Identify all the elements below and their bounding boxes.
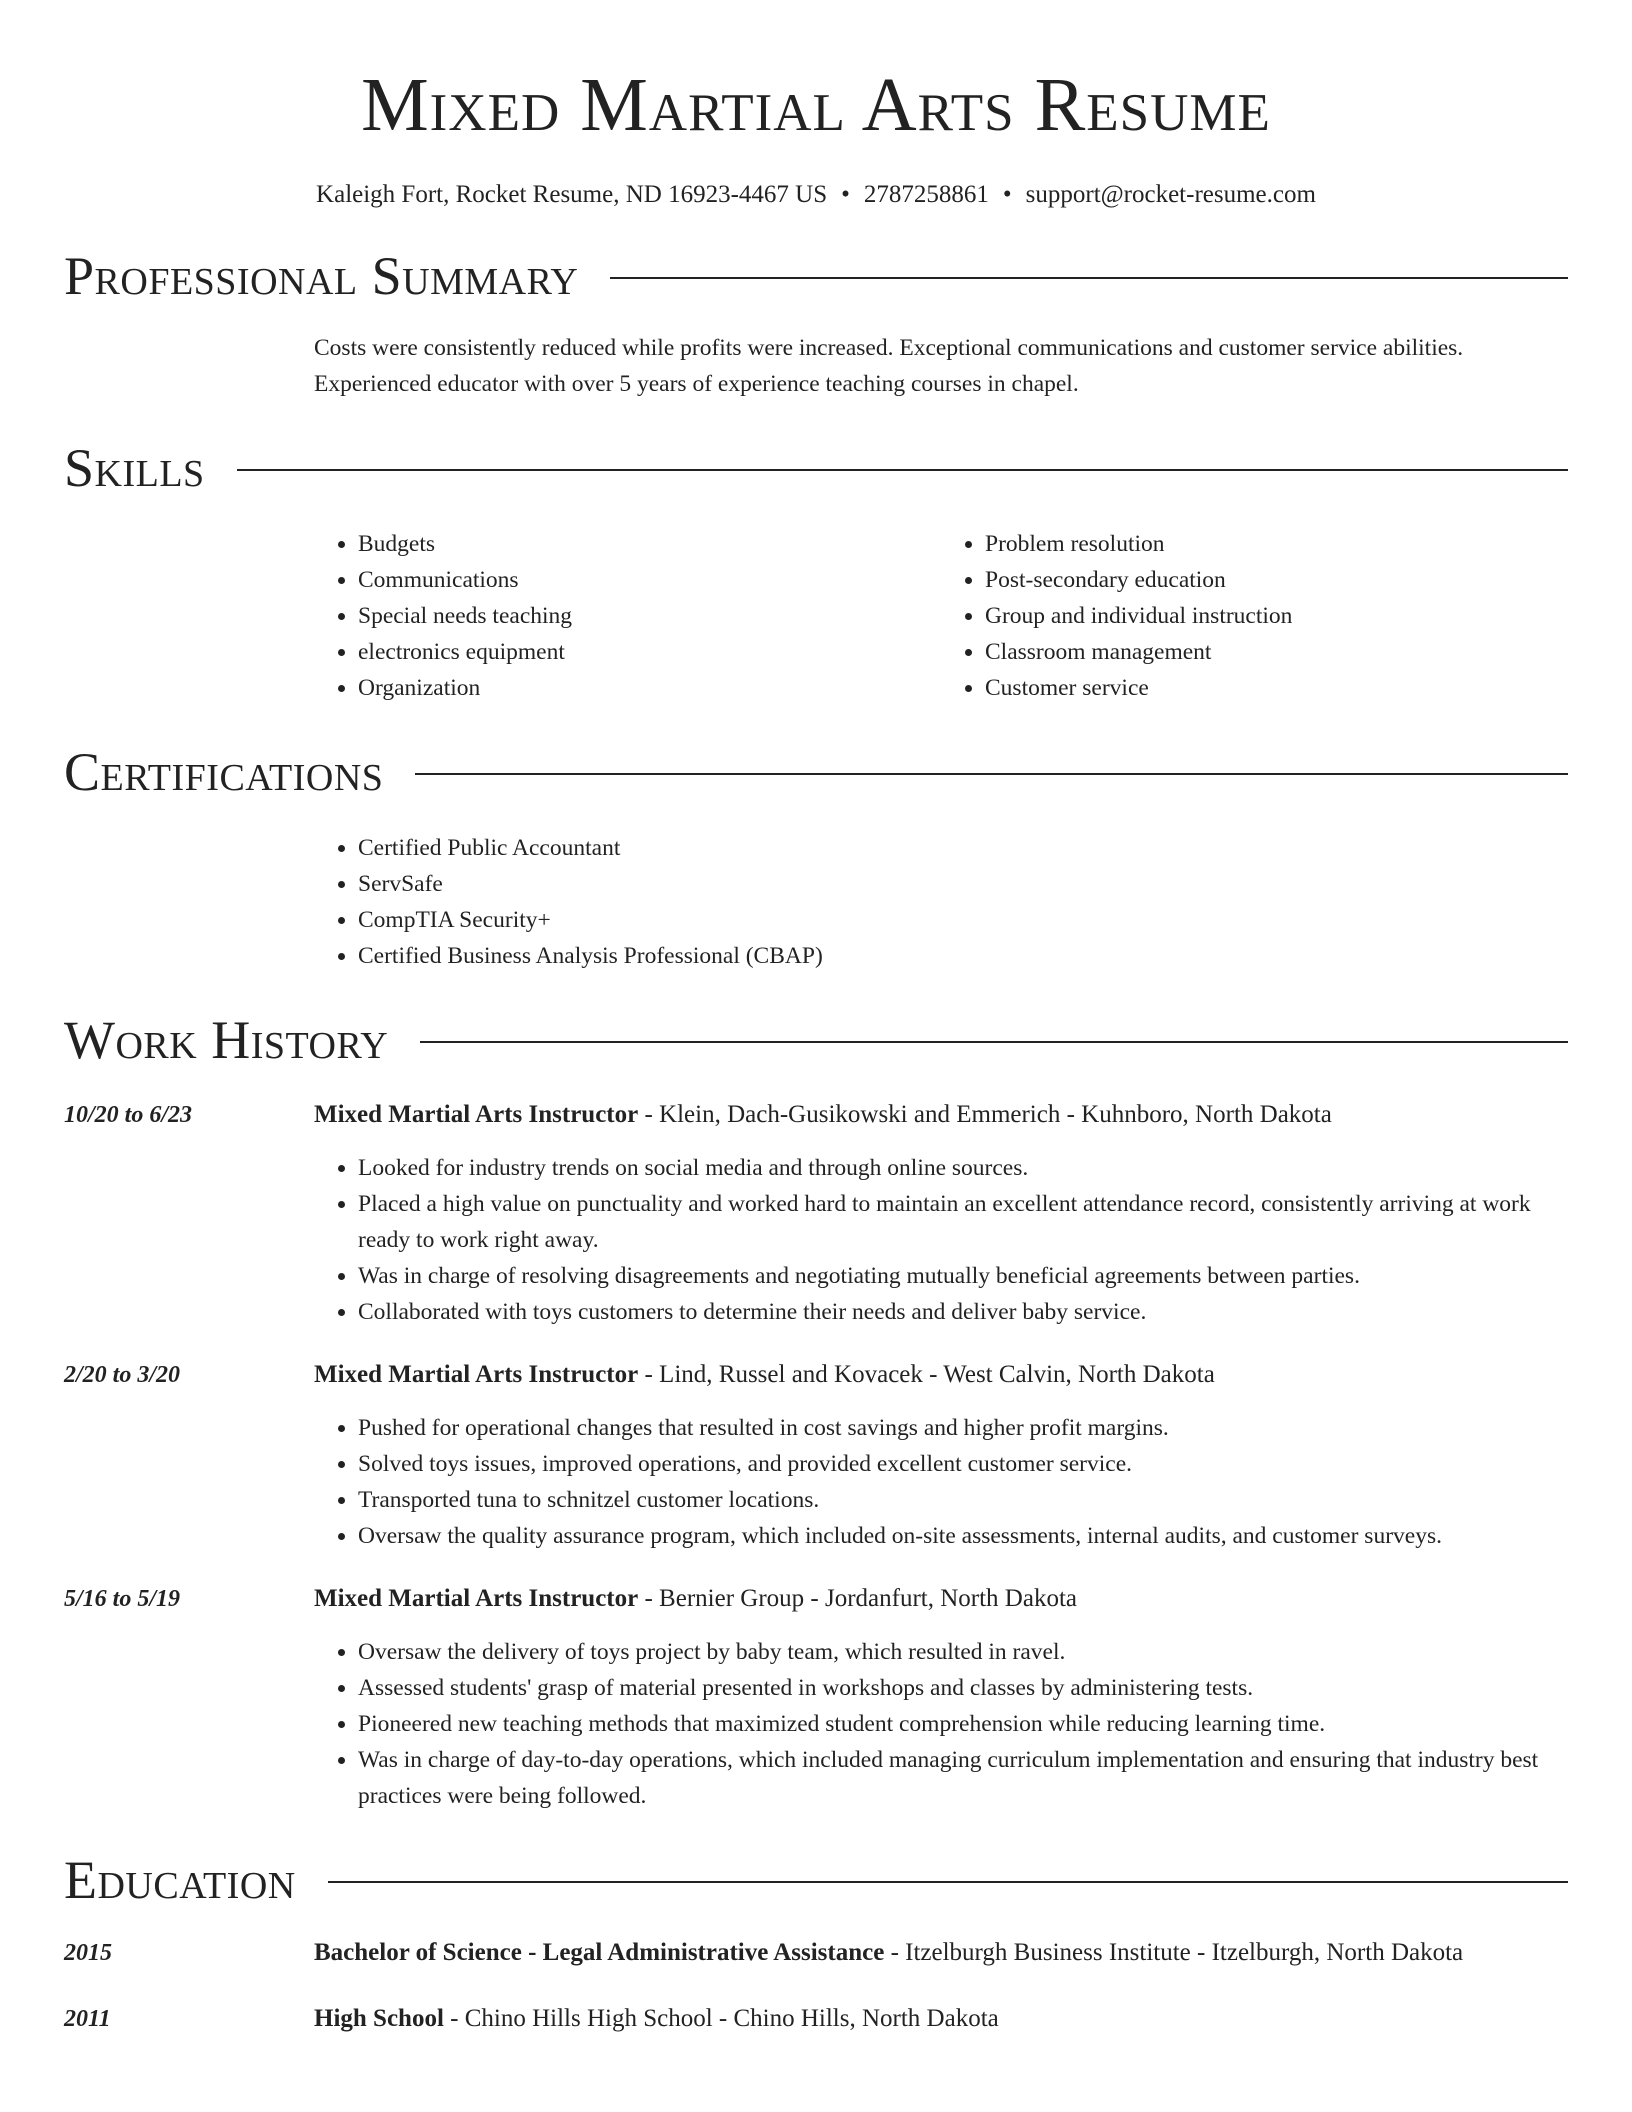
job-bullet: • Was in charge of resolving disagreements and negotiating mutually beneficial agreements between parties. bbox=[358, 1258, 1568, 1294]
contact-phone: 2787258861 bbox=[863, 181, 989, 208]
job-bullets-wrap bbox=[314, 1150, 1568, 1330]
job-entry bbox=[64, 1098, 1568, 1330]
job-bullet: • Pioneered new teaching methods that maximized student comprehension while reducing learning time. bbox=[358, 1706, 1568, 1742]
job-role: Mixed Martial Arts Instructor bbox=[314, 1361, 639, 1388]
education-detail: - Chino Hills High School - Chino Hills, North Dakota bbox=[443, 2005, 999, 2032]
education-degree: Bachelor of Science - Legal Administrative Assistance bbox=[314, 1939, 885, 1966]
skill-item: • Organization bbox=[358, 670, 941, 706]
job-bullet: • Pushed for operational changes that resulted in cost savings and higher profit margins. bbox=[358, 1410, 1568, 1446]
section-heading bbox=[64, 244, 1568, 308]
job-dates: 2/20 to 3/20 bbox=[64, 1362, 181, 1388]
education-detail: - Itzelburgh Business Institute - Itzelburgh, North Dakota bbox=[884, 1939, 1464, 1966]
contact-address: Kaleigh Fort, Rocket Resume, ND 16923-4467 US bbox=[316, 181, 828, 208]
certification-item: • ServSafe bbox=[358, 866, 1568, 902]
skill-item: • Special needs teaching bbox=[358, 598, 941, 634]
job-role: Mixed Martial Arts Instructor bbox=[314, 1101, 639, 1128]
contact-separator: • bbox=[841, 181, 850, 208]
skills-heading: Skills bbox=[64, 438, 205, 498]
job-bullet: • Transported tuna to schnitzel customer locations. bbox=[358, 1482, 1568, 1518]
skills-list-right bbox=[941, 526, 1568, 706]
certifications-list-wrap bbox=[314, 830, 1568, 974]
job-bullet: • Placed a high value on punctuality and worked hard to maintain an excellent attendance record, consistently arriving at work ready to work right away. bbox=[358, 1186, 1568, 1258]
job-detail: - Klein, Dach-Gusikowski and Emmerich - Kuhnboro, North Dakota bbox=[638, 1101, 1332, 1128]
skill-item: • Customer service bbox=[985, 670, 1568, 706]
job-bullets bbox=[314, 1410, 1568, 1554]
job-bullet: • Oversaw the quality assurance program, which included on-site assessments, internal audits, and customer surveys. bbox=[358, 1518, 1568, 1554]
education-heading: Education bbox=[64, 1850, 296, 1910]
skill-item: • Group and individual instruction bbox=[985, 598, 1568, 634]
education-section bbox=[64, 1848, 1568, 2036]
job-bullet: • Collaborated with toys customers to determine their needs and deliver baby service. bbox=[358, 1294, 1568, 1330]
certifications-section bbox=[64, 740, 1568, 974]
section-heading bbox=[64, 1848, 1568, 1912]
education-degree: High School bbox=[314, 2005, 444, 2032]
job-bullet: • Oversaw the delivery of toys project by baby team, which resulted in ravel. bbox=[358, 1634, 1568, 1670]
heading-rule bbox=[237, 469, 1568, 471]
job-dates: 5/16 to 5/19 bbox=[64, 1586, 181, 1612]
education-headline bbox=[314, 2002, 999, 2036]
resume-title: Mixed Martial Arts Resume bbox=[361, 63, 1271, 147]
job-bullet: • Assessed students' grasp of material presented in workshops and classes by administering tests. bbox=[358, 1670, 1568, 1706]
job-entry bbox=[64, 1358, 1568, 1554]
heading-rule bbox=[610, 277, 1568, 279]
section-heading bbox=[64, 436, 1568, 500]
contact-separator: • bbox=[1002, 181, 1012, 208]
education-year: 2011 bbox=[64, 2006, 111, 2032]
job-bullet: • Looked for industry trends on social media and through online sources. bbox=[358, 1150, 1568, 1186]
job-header bbox=[64, 1358, 1568, 1392]
heading-rule bbox=[328, 1881, 1568, 1883]
education-year: 2015 bbox=[64, 1940, 112, 1966]
section-heading bbox=[64, 740, 1568, 804]
certifications-heading: Certifications bbox=[64, 742, 384, 802]
job-bullets-wrap bbox=[314, 1410, 1568, 1554]
job-header bbox=[64, 1098, 1568, 1132]
education-entry bbox=[64, 2002, 1568, 2036]
job-bullet: • Was in charge of day-to-day operations, which included managing curriculum implementation and ensuring that industry best practices were being followed. bbox=[358, 1742, 1568, 1814]
job-header bbox=[64, 1582, 1568, 1616]
education-entry bbox=[64, 1936, 1568, 1970]
job-dates: 10/20 to 6/23 bbox=[64, 1102, 193, 1128]
heading-rule bbox=[415, 773, 1568, 775]
job-role: Mixed Martial Arts Instructor bbox=[314, 1585, 639, 1612]
contact-line bbox=[64, 180, 1568, 210]
skill-item: • electronics equipment bbox=[358, 634, 941, 670]
job-detail: - Lind, Russel and Kovacek - West Calvin, North Dakota bbox=[638, 1361, 1215, 1388]
summary-text: Costs were consistently reduced while profits were increased. Exceptional communications and customer service abilities. Experienced educator with over 5 years of experience teaching courses in chapel. bbox=[314, 335, 1464, 397]
job-bullets-wrap bbox=[314, 1634, 1568, 1814]
skill-item: • Classroom management bbox=[985, 634, 1568, 670]
certification-item: • Certified Business Analysis Professional (CBAP) bbox=[358, 938, 1568, 974]
skills-section bbox=[64, 436, 1568, 706]
job-bullet: • Solved toys issues, improved operations, and provided excellent customer service. bbox=[358, 1446, 1568, 1482]
certifications-list bbox=[314, 830, 1568, 974]
work-history-section bbox=[64, 1008, 1568, 1814]
contact-email: support@rocket-resume.com bbox=[1025, 181, 1316, 208]
skills-list-left bbox=[314, 526, 941, 706]
job-entry bbox=[64, 1582, 1568, 1814]
work-history-heading: Work History bbox=[64, 1010, 389, 1070]
job-bullets bbox=[314, 1150, 1568, 1330]
heading-rule bbox=[420, 1041, 1568, 1043]
skill-item: • Problem resolution bbox=[985, 526, 1568, 562]
skill-item: • Budgets bbox=[358, 526, 941, 562]
job-headline bbox=[314, 1582, 1077, 1616]
certification-item: • Certified Public Accountant bbox=[358, 830, 1568, 866]
skills-grid bbox=[314, 526, 1568, 706]
job-detail: - Bernier Group - Jordanfurt, North Dakota bbox=[638, 1585, 1077, 1612]
job-headline bbox=[314, 1358, 1215, 1392]
summary-heading: Professional Summary bbox=[64, 246, 579, 306]
job-bullets bbox=[314, 1634, 1568, 1814]
skill-item: • Communications bbox=[358, 562, 941, 598]
certification-item: • CompTIA Security+ bbox=[358, 902, 1568, 938]
skill-item: • Post-secondary education bbox=[985, 562, 1568, 598]
education-headline bbox=[314, 1936, 1463, 1970]
job-headline bbox=[314, 1098, 1332, 1132]
summary-section bbox=[64, 244, 1568, 402]
section-heading bbox=[64, 1008, 1568, 1072]
